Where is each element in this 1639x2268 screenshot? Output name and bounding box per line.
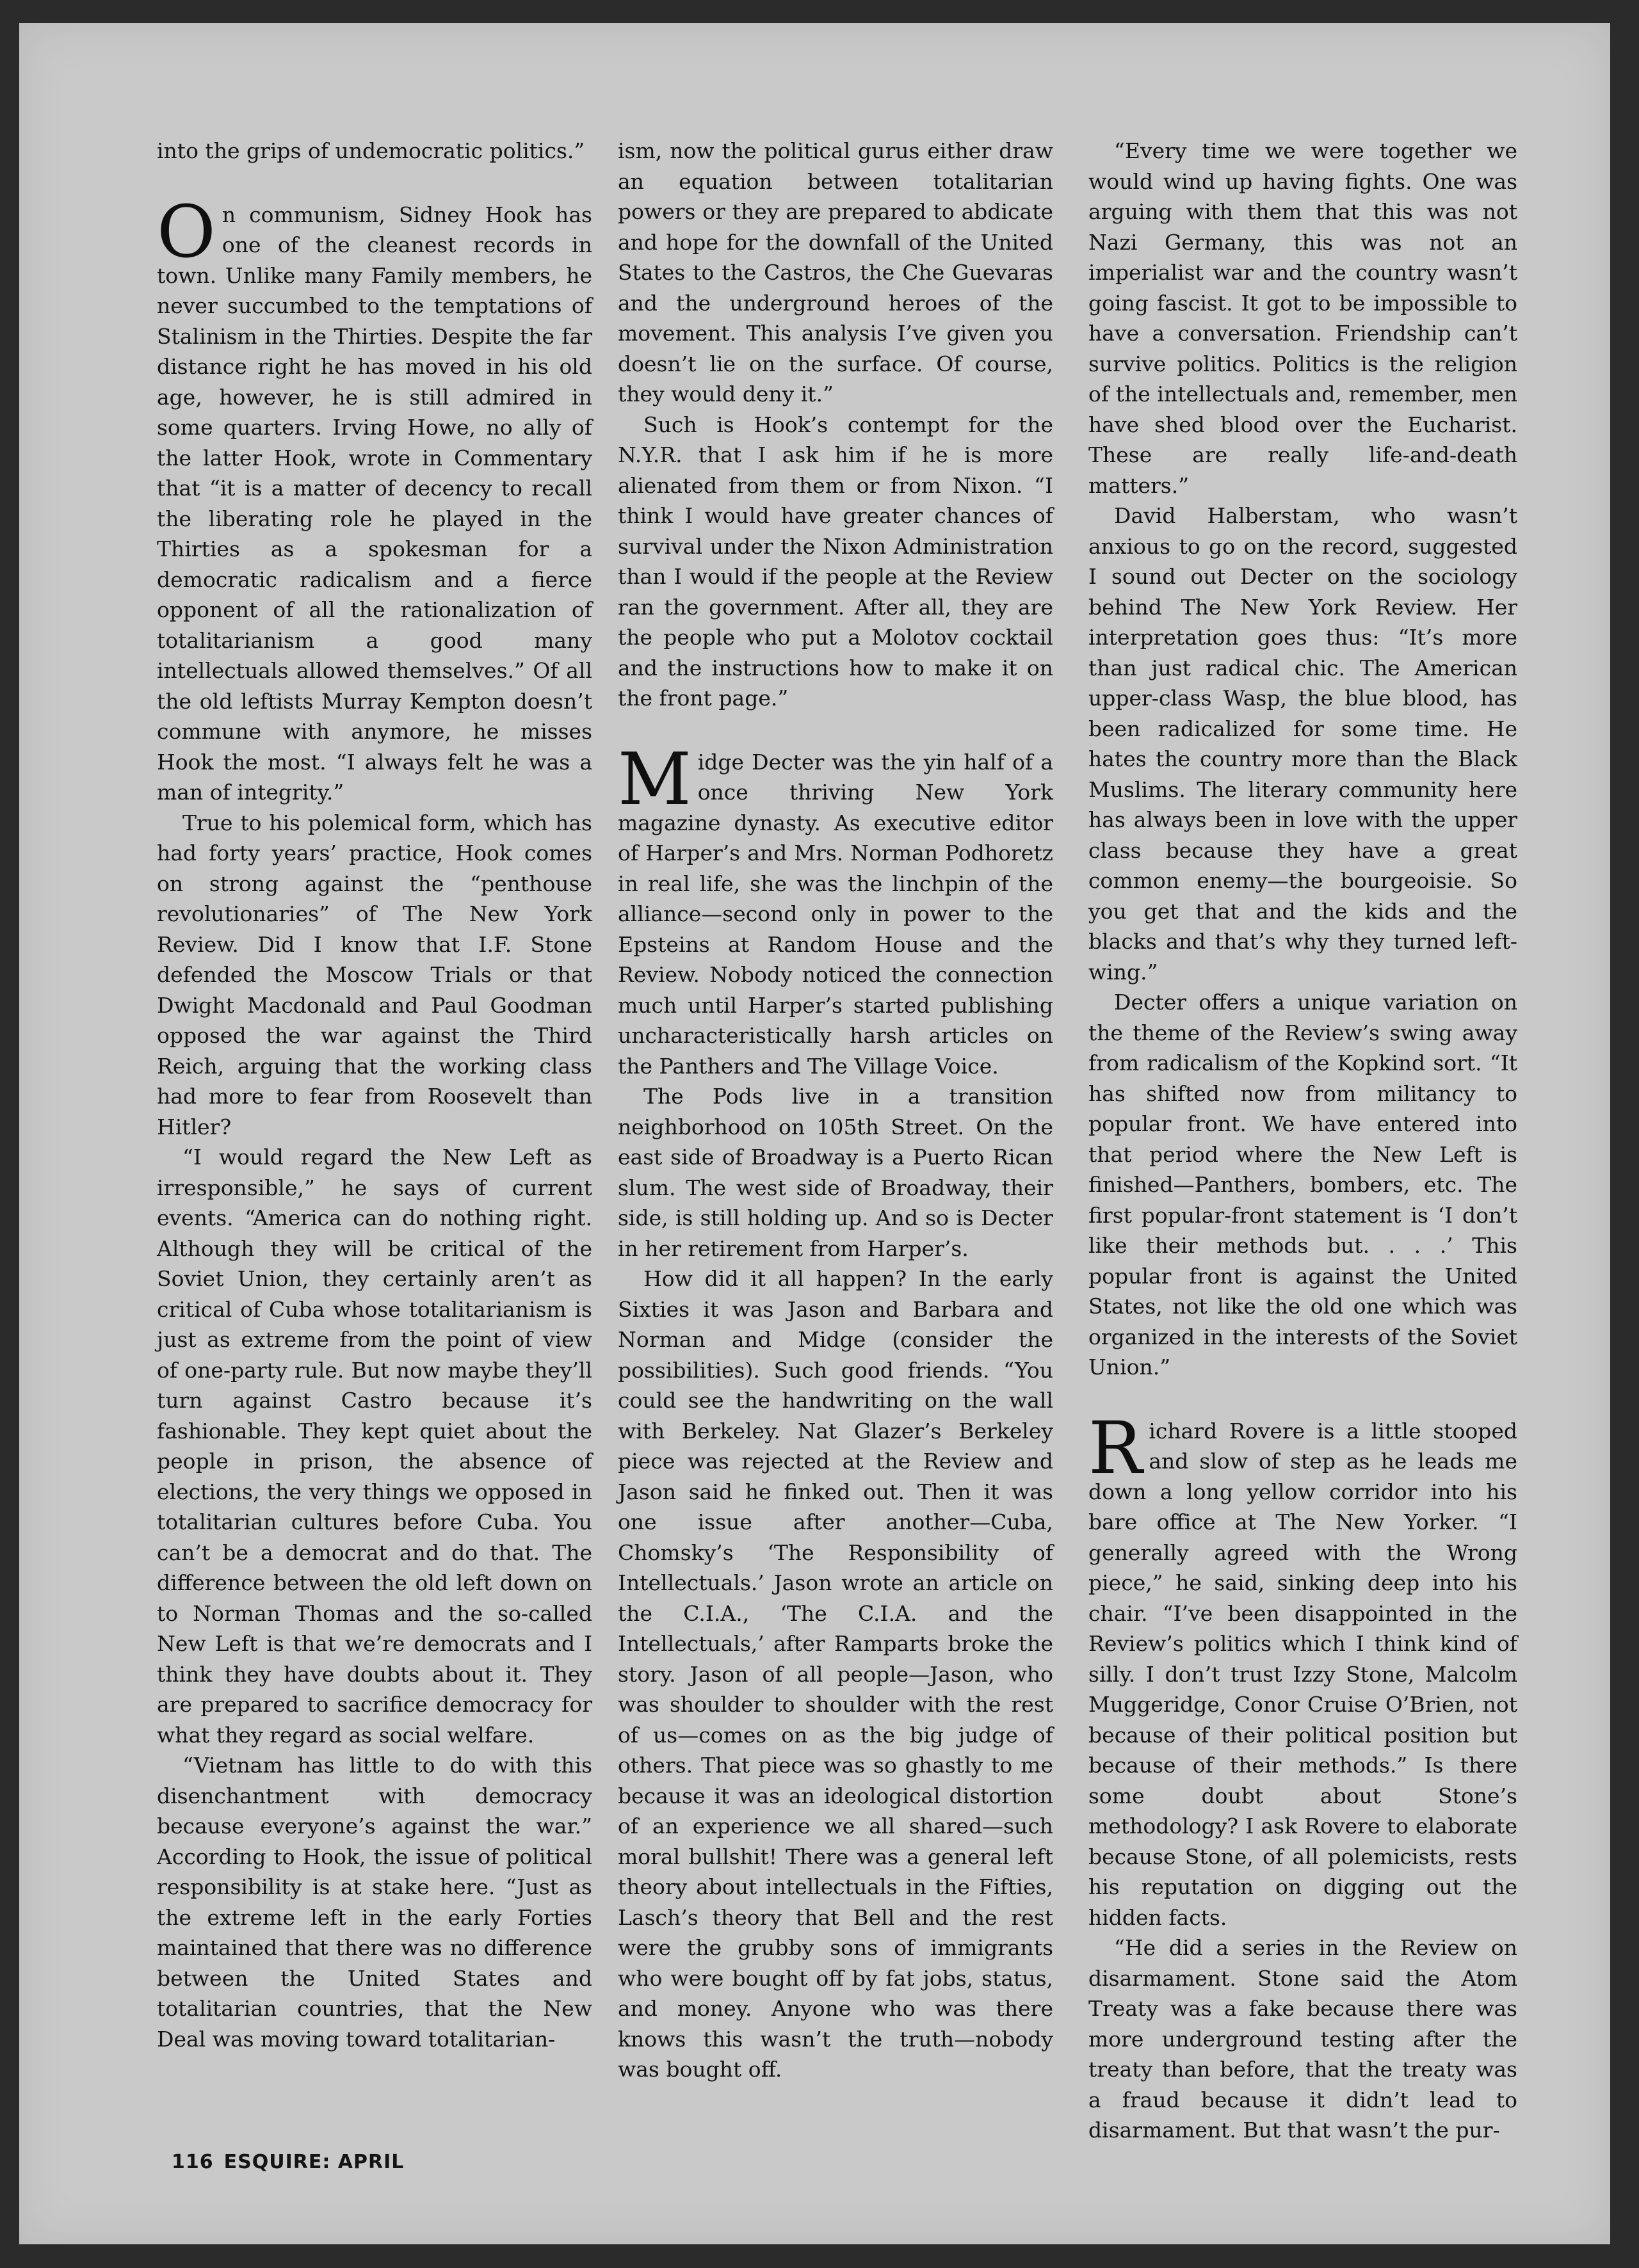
drop-cap: M: [618, 737, 691, 821]
section-paragraph: [618, 737, 1053, 1082]
paragraph-text: n communism, Sidney Hook has one of the cleanest records in town. Unlike many Family members, he never succumbed to the temptations of Stalinism in the Thirties. Despite the far distance right he has moved in his old age, however, he is still admired in some quarters. Irving Howe, no ally of the latter Hook, wrote in Commentary that “it is a matter of decency to recall the liberating role he played in the Thirties as a spokesman for a democratic radicalism and a fierce opponent of all the rationalization of totalitarianism a good many intellectuals allowed themselves.” Of all the old leftists Murray Kempton doesn’t commune with anymore, he misses Hook the most. “I always felt he was a man of integrity.”: [157, 202, 592, 805]
paragraph: “Every time we were together we would wind up having fights. One was arguing with them that this was not Nazi Germany, this was not an imperialist war and the country wasn’t going fascist. It got to be impossible to have a conversation. Friendship can’t survive politics. Politics is the religion of the intellectuals and, remember, men have shed blood over the Eucharist. These are really life-and-death matters.”: [1088, 138, 1517, 498]
paragraph-text: idge Decter was the yin half of a once thriving New York magazine dynasty. As executive editor of Harper’s and Mrs. Norman Podhoretz in real life, she was the linchpin of the alliance—second only in power to the Epsteins at Random House and the Review. Nobody noticed the connection much until Harper’s started publishing uncharacteristically harsh articles on the Panthers and The Village Voice.: [618, 749, 1053, 1079]
article-column-2: [618, 136, 1053, 2085]
paragraph: “I would regard the New Left as irresponsible,” he says of current events. “America can do nothing right. Although they will be critical of the Soviet Union, they certainly aren’t as critical of Cuba whose totalitarianism is just as extreme from the point of view of one-party rule. But now maybe they’ll turn against Castro because it’s fashionable. They kept quiet about the people in prison, the absence of elections, the very things we opposed in totalitarian cultures before Cuba. You can’t be a democrat and do that. The difference between the old left down on to Norman Thomas and the so-called New Left is that we’re democrats and I think they have doubts about it. They are prepared to sacrifice democracy for what they regard as social welfare.: [157, 1145, 592, 1748]
paragraph: David Halberstam, who wasn’t anxious to go on the record, suggested I sound out Decter on the sociology behind The New York Review. Her interpretation goes thus: “It’s more than just radical chic. The American upper-class Wasp, the blue blood, has been radicalized for some time. He hates the country more than the Black Muslims. The literary community here has always been in love with the upper class because they have a great common enemy—the bourgeoisie. So you get that and the kids and the blacks and that’s why they turned left-wing.”: [1088, 503, 1517, 985]
paragraph: Decter offers a unique variation on the theme of the Review’s swing away from radicalism of the Kopkind sort. “It has shifted now from militancy to popular front. We have entered into that period where the New Left is finished—Panthers, bombers, etc. The first popular-front statement is ‘I don’t like their methods but. . . .’ This popular front is against the United States, not like the old one which was organized in the interests of the Soviet Union.”: [1088, 990, 1517, 1379]
publication-name: ESQUIRE: APRIL: [223, 2151, 405, 2173]
paragraph: How did it all happen? In the early Sixties it was Jason and Barbara and Norman and Midge (consider the possibilities). Such good friends. “You could see the handwriting on the wall with Berkeley. Nat Glazer’s Berkeley piece was rejected at the Review and Jason said he finked out. Then it was one issue after another—Cuba, Chomsky’s ‘The Responsibility of Intellectuals.’ Jason wrote an article on the C.I.A., ‘The C.I.A. and the Intellectuals,’ after Ramparts broke the story. Jason of all people—Jason, who was shoulder to shoulder with the rest of us—comes on as the big judge of others. That piece was so ghastly to me because it was an ideological distortion of an experience we all shared—such moral bullshit! There was a general left theory about intellectuals in the Fifties, Lasch’s theory that Bell and the rest were the grubby sons of immigrants who were bought off by fat jobs, status, and money. Anyone who was there knows this wasn’t the truth—nobody was bought off.: [618, 1266, 1053, 2082]
section-paragraph: [157, 190, 592, 808]
paragraph: Such is Hook’s contempt for the N.Y.R. that I ask him if he is more alienated from them or from Nixon. “I think I would have greater chances of survival under the Nixon Administration than I would if the people at the Review ran the government. After all, they are the people who put a Molotov cocktail and the instructions how to make it on the front page.”: [618, 412, 1053, 711]
paragraph: into the grips of undemocratic politics.”: [157, 138, 585, 163]
paragraph: “He did a series in the Review on disarmament. Stone said the Atom Treaty was a fake because there was more underground testing after the treaty than before, that the treaty was a fraud because it didn’t lead to disarmament. But that wasn’t the pur-: [1088, 1935, 1517, 2143]
section-paragraph: [1088, 1406, 1517, 1933]
article-column-3: [1088, 136, 1517, 2146]
paragraph-text: ichard Rovere is a little stooped and slow of step as he leads me down a long yellow corridor into his bare office at The New Yorker. “I generally agreed with the Wrong piece,” he said, sinking deep into his chair. “I’ve been disappointed in the Review’s politics which I think kind of silly. I don’t trust Izzy Stone, Malcolm Muggeridge, Conor Cruise O’Brien, not because of their political position but because of their methods.” Is there some doubt about Stone’s methodology? I ask Rovere to elaborate because Stone, of all polemicists, rests his reputation on digging out the hidden facts.: [1088, 1418, 1517, 1930]
paragraph: The Pods live in a transition neighborhood on 105th Street. On the east side of Broadway is a Puerto Rican slum. The west side of Broadway, their side, is still holding up. And so is Decter in her retirement from Harper’s.: [618, 1084, 1053, 1261]
article-column-1: [157, 136, 592, 2054]
page-number: 116: [172, 2151, 214, 2173]
drop-cap: O: [157, 190, 216, 274]
paragraph: ism, now the political gurus either draw an equation between totalitarian powers or they are prepared to abdicate and hope for the downfall of the United States to the Castros, the Che Guevaras and the underground heroes of the movement. This analysis I’ve given you doesn’t lie on the surface. Of course, they would deny it.”: [618, 138, 1053, 406]
page-footer: [172, 2151, 414, 2173]
drop-cap: R: [1088, 1406, 1143, 1490]
paragraph: True to his polemical form, which has had forty years’ practice, Hook comes on strong against the “penthouse revolutionaries” of The New York Review. Did I know that I.F. Stone defended the Moscow Trials or that Dwight Macdonald and Paul Goodman opposed the war against the Third Reich, arguing that the working class had more to fear from Roosevelt than Hitler?: [157, 810, 592, 1139]
paragraph: “Vietnam has little to do with this disenchantment with democracy because everyone’s against the war.” According to Hook, the issue of political responsibility is at stake here. “Just as the extreme left in the early Forties maintained that there was no difference between the United States and totalitarian countries, that the New Deal was moving toward totalitarian-: [157, 1753, 592, 2052]
